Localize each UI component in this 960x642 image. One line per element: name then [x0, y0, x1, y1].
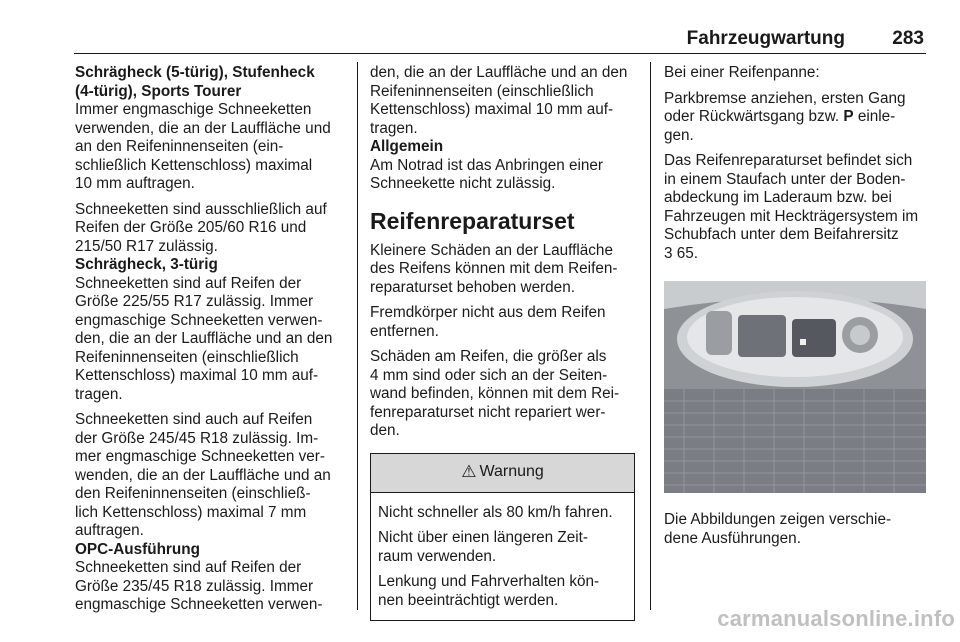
- photo-caption: [664, 511, 926, 548]
- text-line: Schäden am Reifen, die größer als: [370, 348, 607, 365]
- text-line: den.: [370, 422, 400, 439]
- subheading: Allgemein: [370, 138, 444, 155]
- text-line: den, die an der Lauffläche und an den: [75, 330, 333, 347]
- column-1: [75, 64, 347, 615]
- text-run: oder Rückwärtsgang bzw.: [664, 108, 844, 125]
- text-line: Immer engmaschige Schneeketten: [75, 101, 312, 118]
- text-line: nen beeinträchtigt werden.: [378, 591, 559, 609]
- text-line: Größe 225/55 R17 zulässig. Immer: [75, 293, 314, 310]
- text-line: in einem Staufach unter der Boden-: [664, 170, 906, 188]
- text-line: auftragen.: [75, 522, 144, 539]
- column-3: [664, 64, 926, 548]
- text-line: Am Notrad ist das Anbringen einer: [370, 156, 603, 174]
- text-line: fenreparaturset nicht repariert wer-: [370, 403, 606, 421]
- warning-body: [371, 493, 634, 621]
- warning-icon: ⚠: [461, 462, 477, 482]
- text-line: reparaturset behoben werden.: [370, 278, 575, 296]
- column-2: [370, 64, 635, 621]
- text-line: Parkbremse anziehen, ersten Gang: [664, 89, 906, 107]
- text-line: 4 mm sind oder sich an der Seiten-: [370, 366, 608, 384]
- text-line: [664, 108, 926, 127]
- text-line: engmaschige Schneeketten verwen-: [75, 311, 323, 329]
- text-line: den, die an der Lauffläche und an den: [370, 64, 628, 81]
- paragraph: [75, 101, 347, 194]
- text-line: Reifen der Größe 205/60 R16 und: [75, 219, 307, 236]
- text-line: Bei einer Reifenpanne:: [664, 64, 820, 81]
- text-line: Das Reifenreparaturset befindet sich: [664, 152, 913, 169]
- repair-kit-photo-drawing: [664, 281, 926, 493]
- warning-title: Warnung: [479, 463, 544, 481]
- column-divider-1: [357, 62, 358, 610]
- text-line: Kleinere Schäden an der Lauffläche: [370, 241, 613, 259]
- gear-p-label: P: [843, 108, 854, 125]
- text-line: Schneeketten sind auf Reifen der: [75, 559, 302, 576]
- text-line: mer engmaschige Schneeketten ver-: [75, 448, 325, 465]
- text-line: Nicht über einen längeren Zeit-: [378, 529, 589, 546]
- paragraph: [370, 304, 635, 341]
- text-line: lich Kettenschloss) maximal 7 mm: [75, 503, 307, 521]
- text-line: den Reifeninnenseiten (einschließ-: [75, 485, 311, 502]
- text-line: schließlich Kettenschloss) maximal: [75, 156, 313, 174]
- page-reference-icon: 3: [664, 244, 673, 262]
- text-line: raum verwenden.: [378, 547, 497, 565]
- text-line: Schneekette nicht zulässig.: [370, 175, 556, 192]
- text-line: abdeckung im Laderaum bzw. bei: [664, 189, 892, 206]
- subheading: OPC-Ausführung: [75, 540, 200, 558]
- section-heading: Reifenreparaturset: [370, 207, 575, 234]
- text-line: Größe 235/45 R18 zulässig. Immer: [75, 577, 314, 595]
- text-line: 215/50 R17 zulässig.: [75, 237, 218, 255]
- paragraph: [664, 152, 926, 245]
- text-line: Lenkung und Fahrverhalten kön-: [378, 573, 600, 590]
- text-line: Kettenschloss) maximal 10 mm auf-: [370, 101, 614, 118]
- text-line: dene Ausführungen.: [664, 529, 801, 547]
- text-line: der Größe 245/45 R18 zulässig. Im-: [75, 429, 319, 447]
- text-line: Kettenschloss) maximal 10 mm auf-: [75, 367, 319, 384]
- text-line: Schubfach unter dem Beifahrersitz: [664, 226, 899, 243]
- page-reference-number: 65.: [672, 244, 699, 262]
- text-line: tragen.: [75, 385, 123, 403]
- text-line: Schneeketten sind auf Reifen der: [75, 274, 302, 292]
- text-line: Reifeninnenseiten (einschließlich: [75, 348, 299, 366]
- paragraph: [664, 64, 926, 83]
- text-run: einle-: [853, 108, 896, 125]
- text-line: Schneeketten sind auch auf Reifen: [75, 411, 313, 428]
- repair-kit-photo: [664, 281, 926, 493]
- text-line: verwenden, die an der Lauffläche und: [75, 119, 331, 137]
- subheading: Schrägheck, 3-türig: [75, 256, 218, 273]
- text-line: Schneeketten sind ausschließlich auf: [75, 200, 327, 218]
- paragraph: [370, 348, 635, 441]
- text-line: Fahrzeugen mit Heckträgersystem im: [664, 207, 919, 225]
- text-line: 10 mm auftragen.: [75, 175, 195, 192]
- paragraph: [378, 529, 628, 566]
- paragraph: [664, 90, 926, 146]
- page-header-title: Fahrzeugwartung: [686, 28, 845, 49]
- subheading: (4-türig), Sports Tourer: [75, 82, 242, 100]
- watermark: carmanualsonline.info: [717, 606, 955, 631]
- paragraph: [378, 504, 628, 523]
- paragraph: [378, 573, 628, 610]
- column-divider-2: [650, 62, 651, 610]
- text-line: wand befinden, können mit dem Rei-: [370, 385, 620, 402]
- text-line: Nicht schneller als 80 km/h fahren.: [378, 503, 613, 521]
- text-line: engmaschige Schneeketten verwen-: [75, 596, 323, 613]
- text-line: Reifeninnenseiten (einschließlich: [370, 82, 594, 100]
- paragraph: [370, 157, 635, 194]
- warning-header: [371, 454, 634, 493]
- text-line: wenden, die an der Lauffläche und an: [75, 466, 331, 484]
- warning-box: [370, 453, 635, 622]
- header-rule: [74, 53, 926, 54]
- text-line: Die Abbildungen zeigen verschie-: [664, 511, 892, 528]
- subheading: Schrägheck (5-türig), Stufenheck: [75, 64, 315, 81]
- paragraph: [370, 242, 635, 298]
- paragraph: [75, 559, 347, 615]
- text-line: tragen.: [370, 119, 418, 137]
- paragraph: [370, 64, 635, 138]
- paragraph: [75, 411, 347, 541]
- text-line: gen.: [664, 126, 694, 144]
- paragraph: [75, 275, 347, 405]
- text-line: des Reifens können mit dem Reifen-: [370, 260, 618, 277]
- page-number: 283: [892, 28, 924, 49]
- page-reference: [664, 245, 926, 264]
- text-line: entfernen.: [370, 322, 439, 340]
- text-line: Fremdkörper nicht aus dem Reifen: [370, 304, 606, 321]
- text-line: an den Reifeninnenseiten (ein-: [75, 138, 284, 155]
- paragraph: [75, 201, 347, 257]
